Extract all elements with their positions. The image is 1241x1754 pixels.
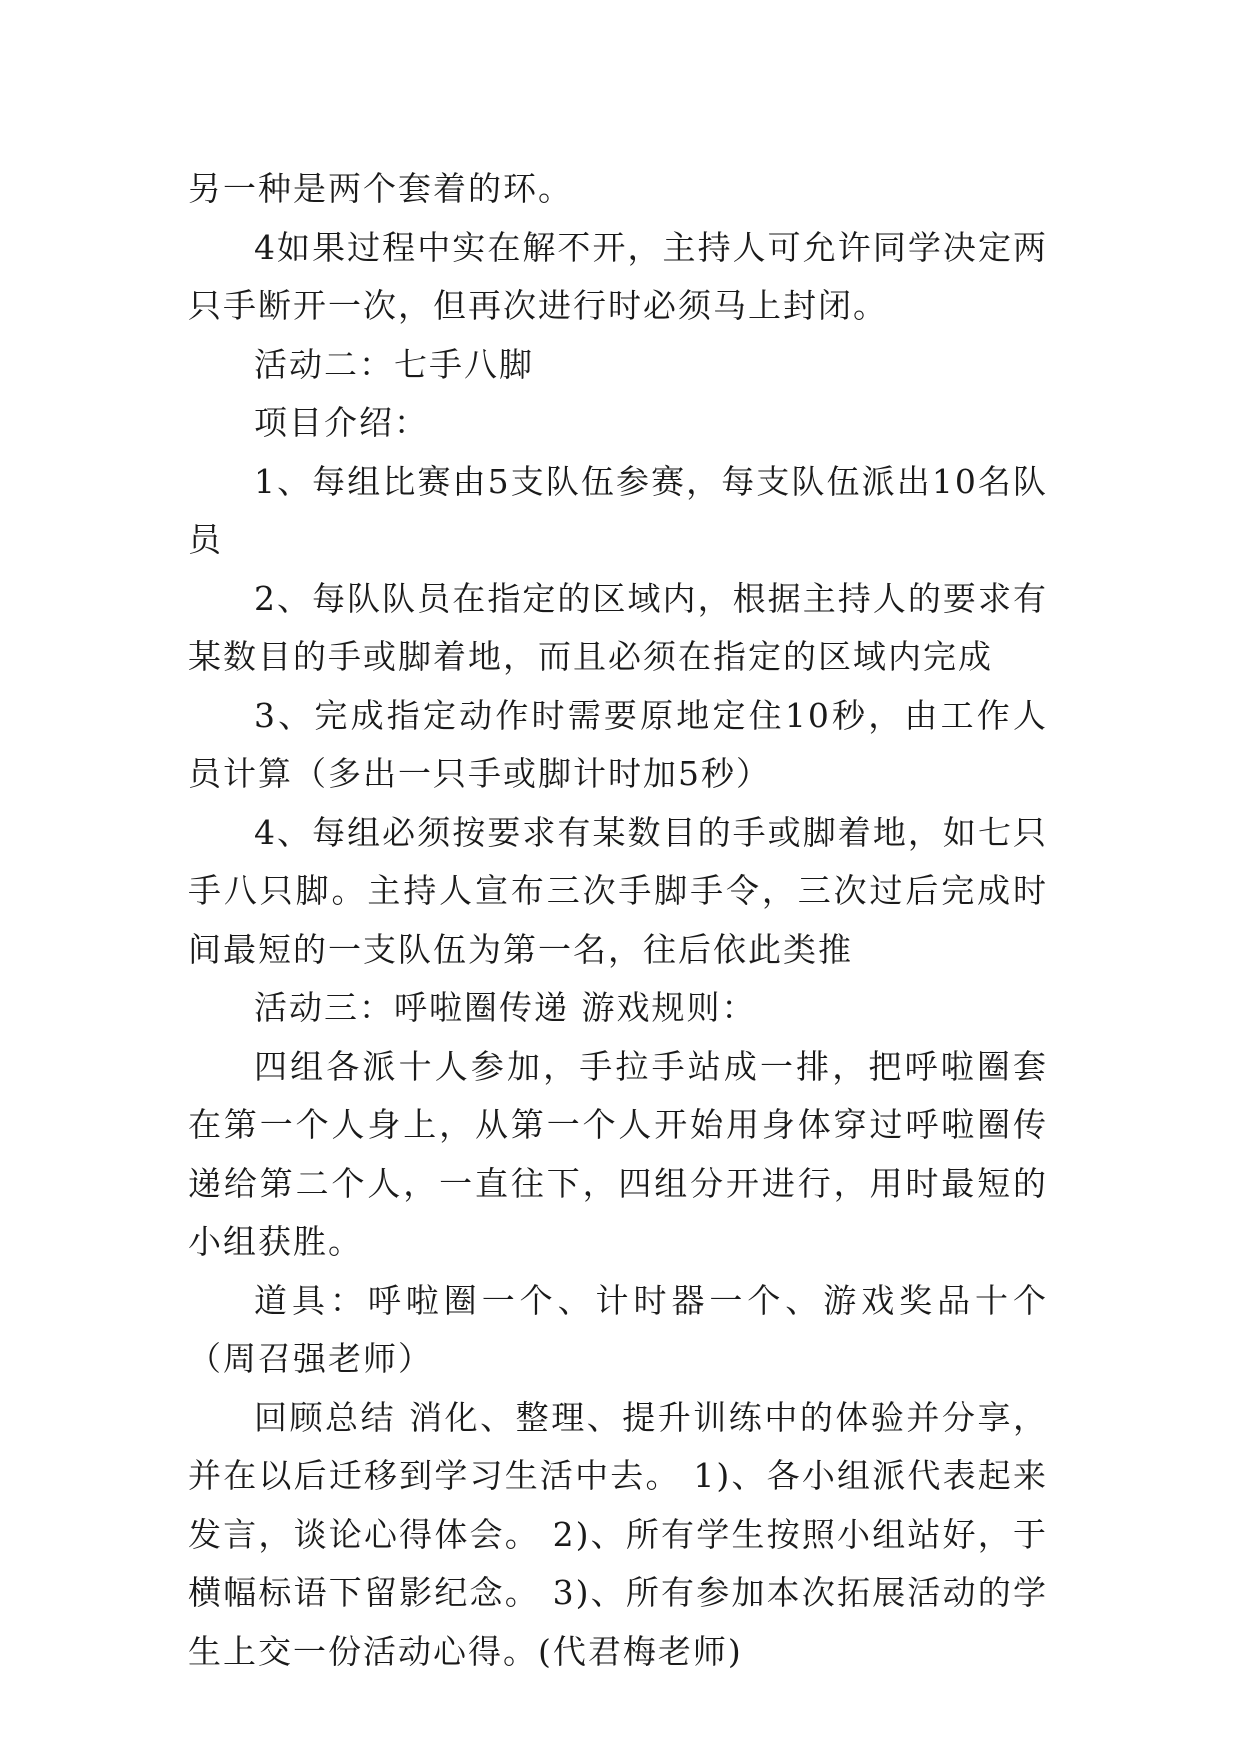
paragraph-continuation: 另一种是两个套着的环。	[188, 169, 573, 208]
review-summary-paragraph: 回顾总结 消化、整理、提升训练中的体验并分享，并在以后迁移到学习生活中去。 1)、各小组派代表起来发言，谈论心得体会。 2)、所有学生按照小组站好，于横幅标语下留影纪念。 3)、所有参加本次拓展活动的学生上交一份活动心得。(代君梅老师)	[188, 1397, 1048, 1671]
document-body	[188, 160, 1048, 1681]
props-paragraph: 道具：呼啦圈一个、计时器一个、游戏奖品十个（周召强老师）	[188, 1280, 1048, 1378]
intro-item-3: 3、完成指定动作时需要原地定住10秒，由工作人员计算（多出一只手或脚计时加5秒）	[188, 695, 1048, 793]
activity-three-rules: 四组各派十人参加，手拉手站成一排，把呼啦圈套在第一个人身上，从第一个人开始用身体穿过呼啦圈传递给第二个人，一直往下，四组分开进行，用时最短的小组获胜。	[188, 1046, 1048, 1261]
activity-three-heading: 活动三：呼啦圈传递 游戏规则：	[254, 988, 757, 1027]
project-intro-heading: 项目介绍：	[254, 403, 429, 442]
activity-two-heading: 活动二：七手八脚	[254, 344, 534, 384]
intro-item-4: 4、每组必须按要求有某数目的手或脚着地，如七只手八只脚。主持人宣布三次手脚手令，三次过后完成时间最短的一支队伍为第一名，往后依此类推	[188, 812, 1048, 969]
intro-item-1: 1、每组比赛由5支队伍参赛，每支队伍派出10名队员	[188, 461, 1048, 559]
intro-item-2: 2、每队队员在指定的区域内，根据主持人的要求有某数目的手或脚着地，而且必须在指定的区域内完成	[188, 578, 1048, 676]
paragraph-rule-4: 4如果过程中实在解不开，主持人可允许同学决定两只手断开一次，但再次进行时必须马上封闭。	[188, 227, 1048, 325]
